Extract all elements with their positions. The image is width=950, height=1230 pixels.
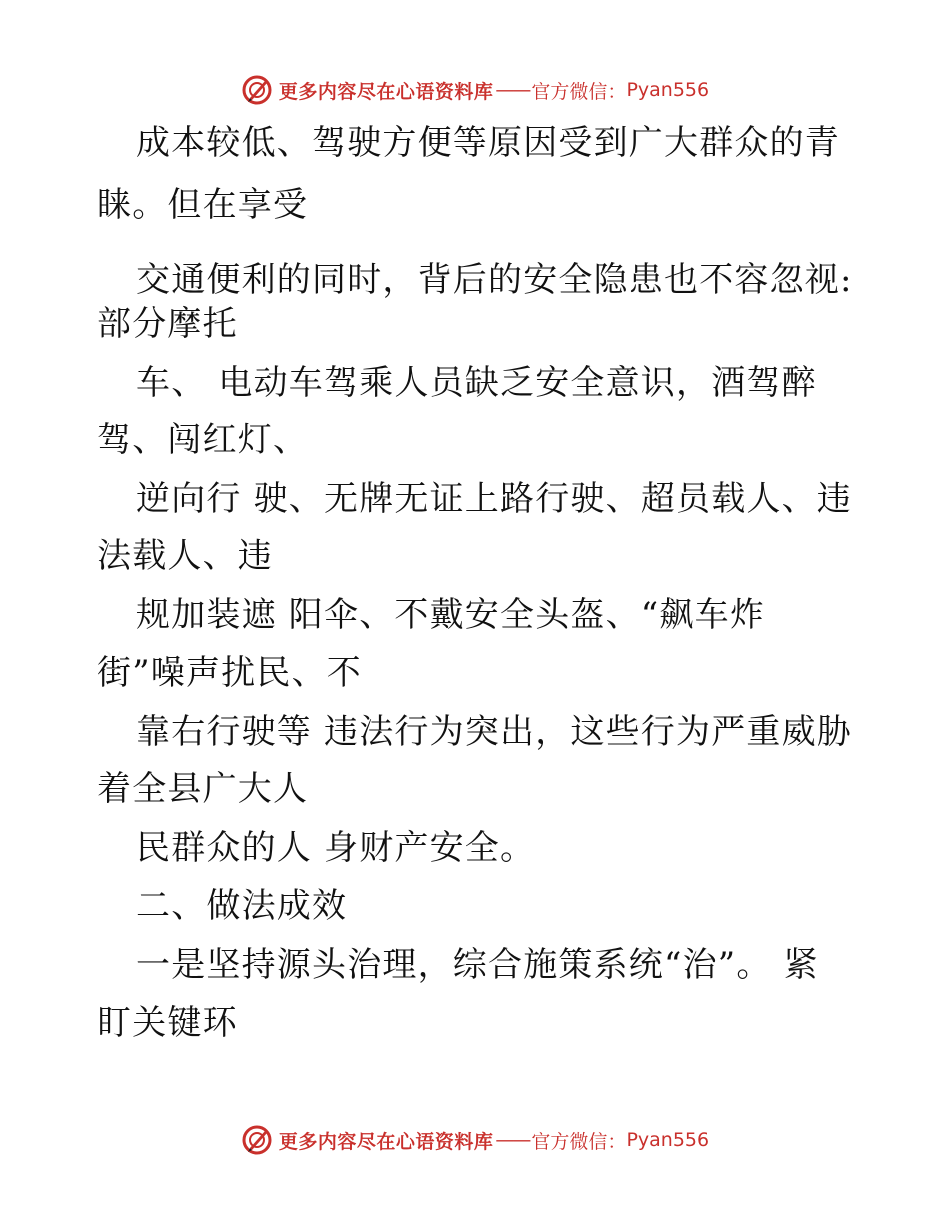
text-line: 靠右行驶等 违法行为突出，这些行为严重威胁 (136, 712, 853, 752)
text-line: 驾、闯红灯、 (97, 420, 309, 460)
text-line: 着全县广大人 (97, 769, 309, 809)
text-line: 民群众的人 身财产安全。 (136, 828, 536, 868)
wechat-handle: Pyan556 (626, 79, 710, 101)
brand-name: 更多内容尽在心语资料库 (278, 80, 494, 103)
wechat-handle: Pyan556 (626, 1129, 710, 1151)
text-line: 交通便利的同时，背后的安全隐患也不容忽视: (136, 260, 853, 300)
banner-separator: —— (495, 79, 530, 101)
wechat-label: 官方微信： (531, 1130, 627, 1153)
text-line: 法载人、违 (97, 536, 273, 576)
text-line: 盯关键环 (97, 1003, 238, 1043)
header-watermark (0, 70, 950, 110)
brand-logo-icon (241, 1124, 273, 1156)
text-line: 一是坚持源头治理，综合施策系统“治”。 紧 (136, 945, 819, 985)
text-line: 逆向行 驶、无牌无证上路行驶、超员载人、违 (136, 479, 853, 519)
text-line: 规加装遮 阳伞、不戴安全头盔、“飙车炸 (136, 595, 765, 635)
section-heading: 二、做法成效 (136, 886, 348, 926)
text-line: 成本较低、驾驶方便等原因受到广大群众的青 (136, 123, 840, 163)
text-line: 街”噪声扰民、不 (97, 653, 362, 693)
text-line: 睐。但在享受 (97, 185, 309, 225)
text-line: 部分摩托 (97, 304, 238, 344)
footer-watermark (0, 1120, 950, 1160)
wechat-label: 官方微信： (531, 80, 627, 103)
brand-logo-icon (241, 74, 273, 106)
banner-separator: —— (495, 1129, 530, 1151)
brand-name: 更多内容尽在心语资料库 (278, 1130, 494, 1153)
text-line: 车、 电动车驾乘人员缺乏安全意识，酒驾醉 (136, 363, 817, 403)
